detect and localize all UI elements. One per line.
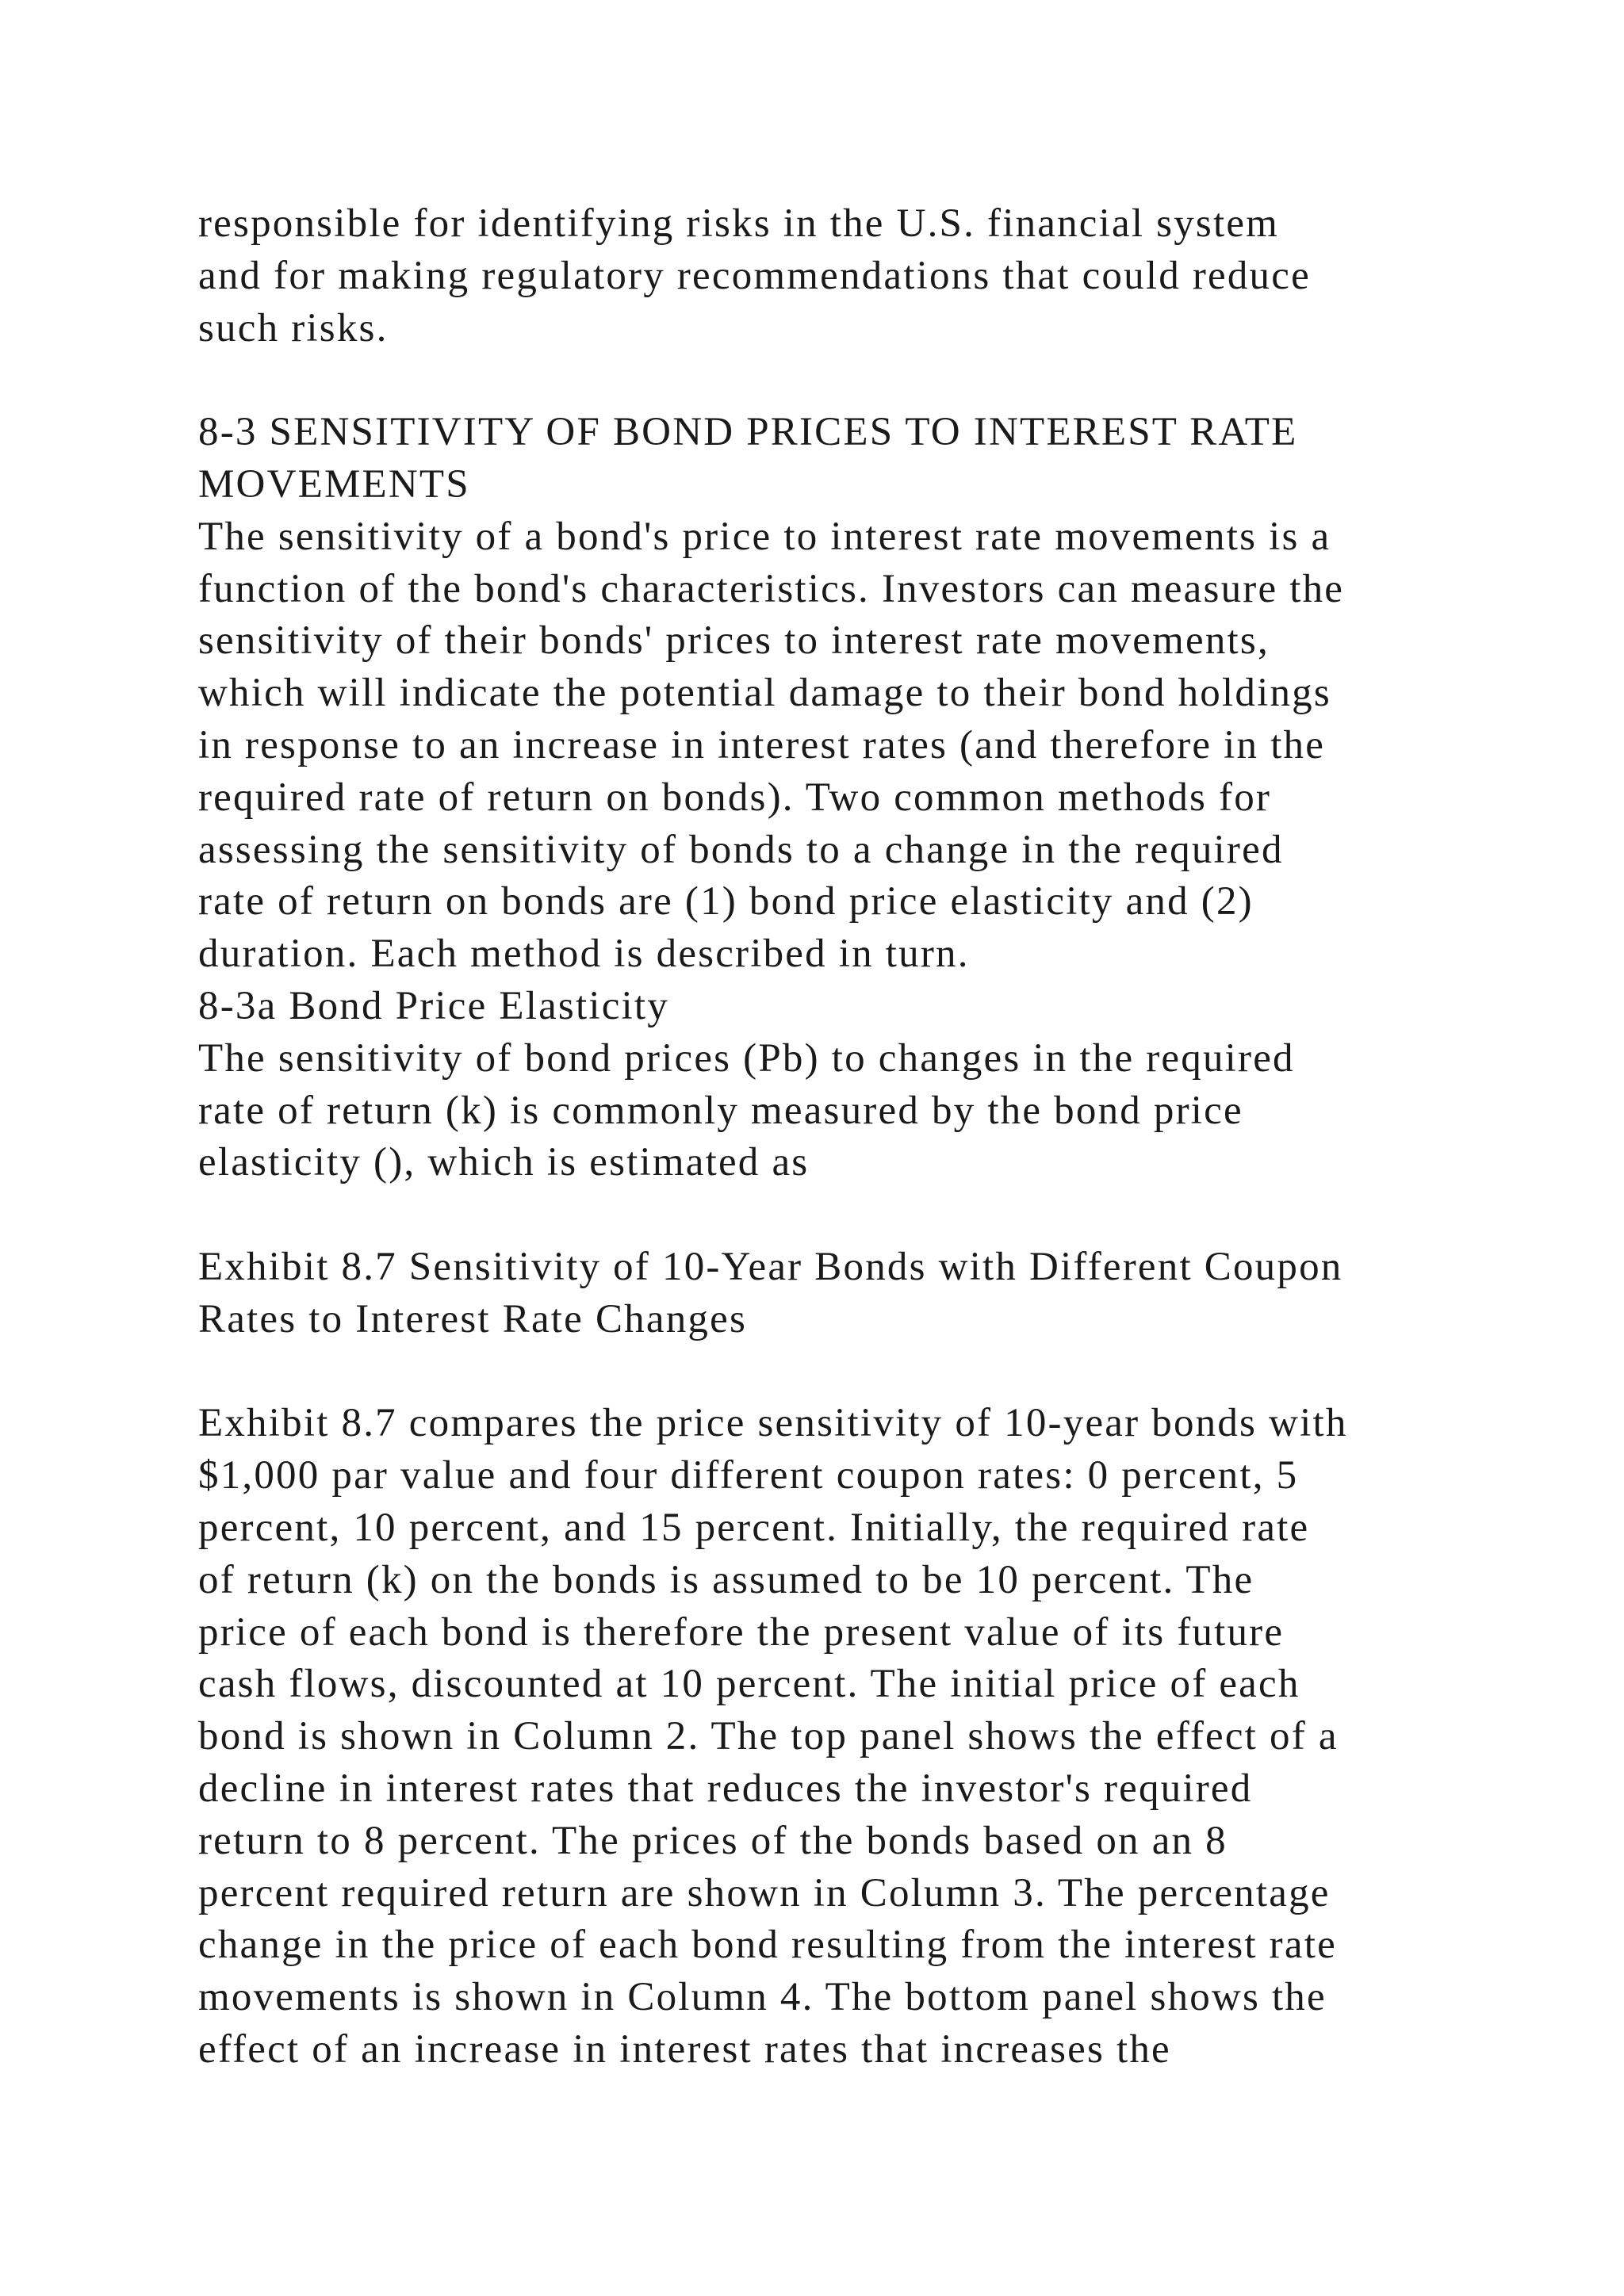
text-line: in response to an increase in interest rates (and therefore in the [198, 722, 1326, 767]
text-line: cash flows, discounted at 10 percent. The initial price of each [198, 1662, 1300, 1707]
subsection-heading: 8-3a Bond Price Elasticity [198, 983, 669, 1028]
heading-line: 8-3 SENSITIVITY OF BOND PRICES TO INTEREST RATE [198, 410, 1298, 455]
text-line: $1,000 par value and four different coupon rates: 0 percent, 5 [198, 1453, 1299, 1498]
text-line: and for making regulatory recommendations that could reduce [198, 253, 1311, 298]
text-line: return to 8 percent. The prices of the bonds based on an 8 [198, 1818, 1228, 1863]
caption-line: Exhibit 8.7 Sensitivity of 10-Year Bonds with Different Coupon [198, 1244, 1343, 1289]
text-line: decline in interest rates that reduces the investor's required [198, 1766, 1253, 1811]
text-line: which will indicate the potential damage to their bond holdings [198, 671, 1331, 716]
text-line: bond is shown in Column 2. The top panel shows the effect of a [198, 1714, 1339, 1759]
text-line: Exhibit 8.7 compares the price sensitivity of 10-year bonds with [198, 1401, 1348, 1446]
paragraph-elasticity [198, 1033, 1467, 1189]
text-line: responsible for identifying risks in the U.S. financial system [198, 201, 1280, 246]
text-line: rate of return (k) is commonly measured by the bond price [198, 1088, 1243, 1133]
paragraph-spacer [198, 354, 1467, 407]
text-line: percent, 10 percent, and 15 percent. Initially, the required rate [198, 1505, 1310, 1550]
text-line: change in the price of each bond resulting from the interest rate [198, 1923, 1337, 1968]
text-line: assessing the sensitivity of bonds to a change in the required [198, 827, 1284, 872]
text-line: effect of an increase in interest rates that increases the [198, 2026, 1171, 2072]
text-line: duration. Each method is described in turn. [198, 932, 970, 977]
text-line: The sensitivity of a bond's price to interest rate movements is a [198, 514, 1331, 559]
paragraph-intro [198, 198, 1467, 354]
text-line: percent required return are shown in Column 3. The percentage [198, 1870, 1331, 1915]
exhibit-caption [198, 1242, 1467, 1346]
document-text [198, 198, 1467, 2076]
text-line: sensitivity of their bonds' prices to interest rate movements, [198, 618, 1270, 664]
caption-line: Rates to Interest Rate Changes [198, 1296, 747, 1341]
heading-line: MOVEMENTS [198, 461, 470, 507]
paragraph-sensitivity [198, 511, 1467, 981]
text-line: required rate of return on bonds). Two common methods for [198, 775, 1272, 820]
text-line: price of each bond is therefore the present value of its future [198, 1609, 1285, 1655]
paragraph-exhibit-discussion [198, 1398, 1467, 2076]
text-line: function of the bond's characteristics. Investors can measure the [198, 566, 1345, 611]
text-line: of return (k) on the bonds is assumed to be 10 percent. The [198, 1557, 1254, 1602]
paragraph-spacer [198, 1346, 1467, 1399]
text-line: such risks. [198, 305, 389, 350]
section-heading [198, 407, 1467, 511]
text-line: elasticity (), which is estimated as [198, 1140, 810, 1185]
text-line: rate of return on bonds are (1) bond price elasticity and (2) [198, 879, 1254, 924]
paragraph-spacer [198, 1189, 1467, 1242]
text-line: The sensitivity of bond prices (Pb) to changes in the required [198, 1035, 1295, 1081]
text-line: movements is shown in Column 4. The bottom panel shows the [198, 1975, 1327, 2020]
